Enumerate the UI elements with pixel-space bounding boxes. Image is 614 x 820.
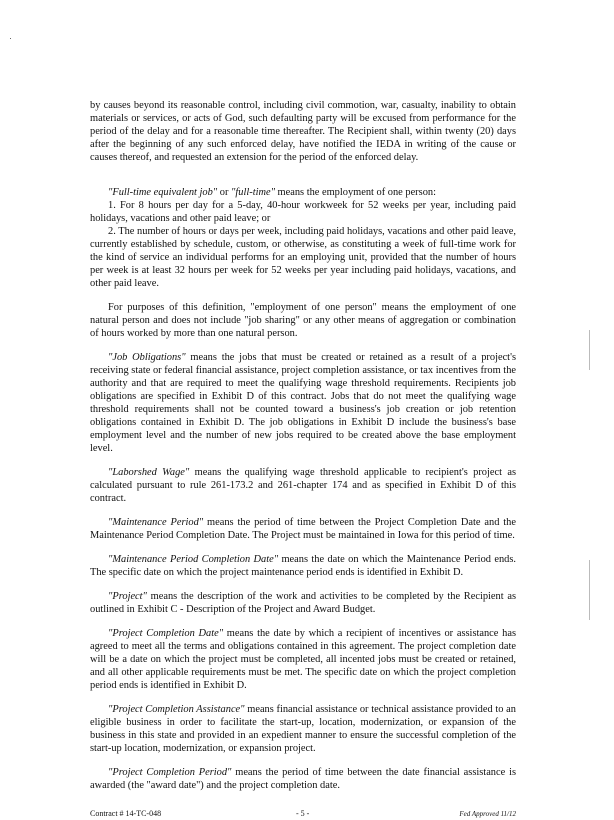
- text: means the employment of one person:: [274, 187, 436, 198]
- definition-maintenance-period-completion-date: [90, 553, 516, 579]
- term: "Project Completion Assistance": [108, 704, 245, 715]
- definition-full-time: [90, 186, 516, 199]
- term: "Job Obligations": [108, 352, 186, 363]
- page-footer: [90, 808, 516, 820]
- term: "Maintenance Period": [108, 517, 204, 528]
- text: means the description of the work and activities to be completed by the Recipient as outlined in Exhibit C - Description of the Project and Award Budget.: [90, 591, 516, 615]
- term: "Project Completion Date": [108, 628, 224, 639]
- text: means financial assistance or technical assistance provided to an eligible business in order to facilitate the start-up, location, modernization, or expansion of the business in this state and provided in an expedient manner to ensure the successful completion of the start-up location, modernization, or expansion project.: [90, 704, 516, 754]
- definition-laborshed-wage: [90, 466, 516, 505]
- paragraph-purposes: For purposes of this definition, "employment of one person" means the employment of one natural person and does not include "job sharing" or any other means of aggregation or combination of hours worked by more than one natural person.: [90, 302, 516, 339]
- scan-speck: [589, 560, 590, 620]
- term: "Project": [108, 591, 147, 602]
- list-item: 2. The number of hours or days per week, including paid holidays, vacations and other paid leave, currently established by schedule, custom, or otherwise, as constituting a week of full-time work for the kind of service an individual performs for an employing unit, provided that the number of hours per week is at least 32 hours per week for 52 weeks per year including paid holidays, vacations, and other paid leave.: [90, 226, 516, 289]
- text: means the period of time between the Project Completion Date and the Maintenance Period Completion Date. The Project must be maintained in Iowa for this period of time.: [90, 517, 516, 541]
- scan-speck: [589, 330, 590, 370]
- term: "Full-time equivalent job": [108, 187, 218, 198]
- footer-contract-number: Contract # 14-TC-048: [90, 809, 162, 818]
- definition-project-completion-date: [90, 627, 516, 692]
- document-body: [90, 99, 516, 820]
- term: "full-time": [231, 187, 275, 198]
- term: "Project Completion Period": [108, 767, 232, 778]
- text: means the date by which a recipient of incentives or assistance has agreed to meet all the terms and obligations contained in this agreement. The project completion date will be a date on which the project must be completed, all incented jobs must be created or retained, and all other applicable requirements must be met. The specific date on which the project completion period ends is identified in Exhibit D.: [90, 628, 516, 691]
- definition-project-completion-period: [90, 766, 516, 792]
- term: "Laborshed Wage": [108, 467, 190, 478]
- text: means the qualifying wage threshold applicable to recipient's project as calculated pursuant to rule 261-173.2 and 261-chapter 174 and as specified in Exhibit D of this contract.: [90, 467, 517, 504]
- definition-maintenance-period: [90, 516, 516, 542]
- text: means the date on which the Maintenance Period ends. The specific date on which the project maintenance period ends is identified in Exhibit D.: [90, 554, 516, 578]
- definition-job-obligations: [90, 351, 516, 455]
- definition-project: [90, 590, 516, 616]
- footer-page-number: - 5 -: [296, 809, 310, 818]
- term: "Maintenance Period Completion Date": [108, 554, 279, 565]
- definition-project-completion-assistance: [90, 703, 516, 755]
- text: or: [217, 187, 232, 198]
- scan-speck: [10, 38, 11, 39]
- list-item: 1. For 8 hours per day for a 5-day, 40-hour workweek for 52 weeks per year, including paid holidays, vacations and other paid leave; or: [90, 200, 516, 224]
- text: means the jobs that must be created or retained as a result of a project's receiving state or federal financial assistance, project completion assistance, or tax incentives from the authority and that are required to meet the qualifying wage threshold requirements. Recipients job obligations are specified in Exhibit D of this contract. Jobs that do not meet the qualifying wage threshold requirements shall not be counted toward a business's job creation or job retention obligations contained in Exhibit D. The job obligations in Exhibit D include the business's base employment level and the number of new jobs required to be created above the base employment level.: [90, 352, 516, 454]
- footer-approved: Fed Approved 11/12: [459, 810, 516, 818]
- paragraph-enforced-delay: by causes beyond its reasonable control, including civil commotion, war, casualty, inability to obtain materials or services, or acts of God, such defaulting party will be excused from performance for the period of the delay and for a reasonable time thereafter. The Recipient shall, within twenty (20) days after the beginning of any such enforced delay, have notified the IEDA in writing of the cause or causes thereof, and requested an extension for the period of the enforced delay.: [90, 100, 516, 163]
- text: means the period of time between the date financial assistance is awarded (the "award date") and the project completion date.: [90, 767, 516, 791]
